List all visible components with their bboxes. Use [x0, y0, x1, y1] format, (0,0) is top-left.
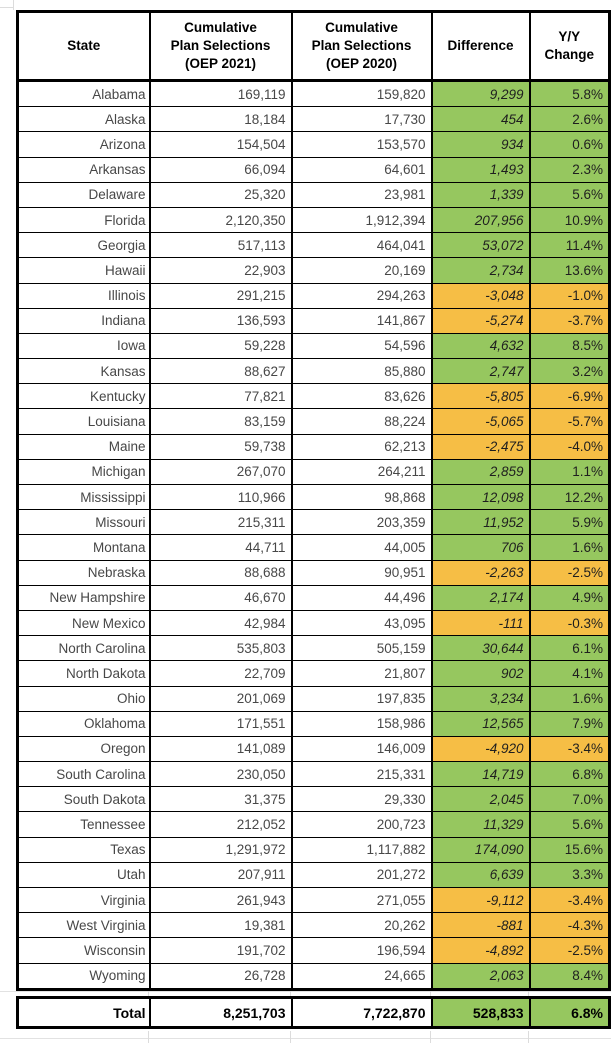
difference-cell: 2,174: [432, 585, 530, 610]
table-row: [18, 585, 610, 610]
plan-selections-2021-cell: 25,320: [150, 182, 292, 207]
total-plan-selections-2021-cell: 8,251,703: [150, 998, 292, 1028]
difference-cell: 934: [432, 132, 530, 157]
difference-cell: -881: [432, 913, 530, 938]
plan-selections-2021-cell: 110,966: [150, 485, 292, 510]
yy-change-cell: -3.4%: [530, 736, 610, 761]
yy-change-cell: 1.6%: [530, 535, 610, 560]
table-row: [18, 686, 610, 711]
plan-selections-2020-cell: 141,867: [292, 308, 432, 333]
table-row: [18, 812, 610, 837]
state-cell: South Dakota: [18, 787, 150, 812]
plan-selections-2020-cell: 20,169: [292, 258, 432, 283]
difference-cell: 2,747: [432, 359, 530, 384]
plan-selections-2021-cell: 26,728: [150, 963, 292, 989]
table-row: [18, 736, 610, 761]
plan-selections-2021-cell: 212,052: [150, 812, 292, 837]
state-cell: North Dakota: [18, 661, 150, 686]
gridline-bottom-horizontal: [0, 1038, 611, 1039]
yy-change-cell: 4.9%: [530, 585, 610, 610]
table-row: [18, 459, 610, 484]
plan-selections-2021-cell: 261,943: [150, 888, 292, 913]
table-row: [18, 661, 610, 686]
table-row: [18, 610, 610, 635]
state-cell: Texas: [18, 837, 150, 862]
state-cell: New Hampshire: [18, 585, 150, 610]
plan-selections-2020-cell: 159,820: [292, 81, 432, 107]
difference-cell: 1,493: [432, 157, 530, 182]
yy-change-cell: 4.1%: [530, 661, 610, 686]
yy-change-cell: -3.7%: [530, 308, 610, 333]
state-cell: Kentucky: [18, 384, 150, 409]
table-row: [18, 913, 610, 938]
plan-selections-2021-cell: 291,215: [150, 283, 292, 308]
plan-selections-2020-cell: 23,981: [292, 182, 432, 207]
plan-selections-2021-cell: 66,094: [150, 157, 292, 182]
header-line: Plan Selections: [311, 37, 412, 53]
difference-cell: 14,719: [432, 762, 530, 787]
plan-selections-2020-cell: 197,835: [292, 686, 432, 711]
gridline-top-vertical: [13, 0, 14, 10]
table-row: [18, 409, 610, 434]
difference-cell: -9,112: [432, 888, 530, 913]
plan-selections-2020-cell: 24,665: [292, 963, 432, 989]
table-row: [18, 762, 610, 787]
plan-selections-2021-cell: 171,551: [150, 711, 292, 736]
plan-selections-2021-cell: 2,120,350: [150, 207, 292, 232]
difference-cell: 3,234: [432, 686, 530, 711]
table-body: [18, 81, 610, 990]
state-cell: Kansas: [18, 359, 150, 384]
yy-change-cell: -3.4%: [530, 888, 610, 913]
difference-cell: 6,639: [432, 862, 530, 887]
plan-selections-2020-cell: 201,272: [292, 862, 432, 887]
yy-change-cell: -2.5%: [530, 938, 610, 963]
plan-selections-2020-cell: 505,159: [292, 636, 432, 661]
plan-selections-2021-cell: 77,821: [150, 384, 292, 409]
plan-selections-2021-cell: 18,184: [150, 107, 292, 132]
yy-change-cell: 5.9%: [530, 510, 610, 535]
yy-change-cell: 5.6%: [530, 812, 610, 837]
table-row: [18, 888, 610, 913]
yy-change-cell: 13.6%: [530, 258, 610, 283]
difference-cell: 2,734: [432, 258, 530, 283]
plan-selections-2020-cell: 43,095: [292, 610, 432, 635]
difference-cell: 12,098: [432, 485, 530, 510]
state-cell: Ohio: [18, 686, 150, 711]
gridline-bottom-vertical-3: [430, 1031, 431, 1043]
plan-selections-2020-cell: 1,117,882: [292, 837, 432, 862]
yy-change-cell: 2.6%: [530, 107, 610, 132]
plan-selections-2020-cell: 85,880: [292, 359, 432, 384]
state-cell: Wyoming: [18, 963, 150, 989]
state-cell: Oklahoma: [18, 711, 150, 736]
header-line: (OEP 2021): [184, 56, 257, 72]
difference-cell: -111: [432, 610, 530, 635]
plan-selections-2020-cell: 83,626: [292, 384, 432, 409]
yy-change-cell: 3.3%: [530, 862, 610, 887]
plan-selections-2021-cell: 207,911: [150, 862, 292, 887]
plan-selections-2021-cell: 136,593: [150, 308, 292, 333]
difference-cell: -5,065: [432, 409, 530, 434]
difference-cell: 207,956: [432, 207, 530, 232]
plan-selections-2021-cell: 59,738: [150, 434, 292, 459]
gridline-bottom-vertical-4: [528, 1031, 529, 1043]
table-row: [18, 938, 610, 963]
plan-selections-2021-cell: 1,291,972: [150, 837, 292, 862]
state-cell: Iowa: [18, 333, 150, 358]
difference-cell: 11,952: [432, 510, 530, 535]
plan-selections-2021-cell: 83,159: [150, 409, 292, 434]
gridline-bottom-vertical-2: [290, 1031, 291, 1043]
plan-selections-2021-cell: 230,050: [150, 762, 292, 787]
difference-cell: -2,475: [432, 434, 530, 459]
plan-selections-2020-cell: 64,601: [292, 157, 432, 182]
total-row: [18, 998, 610, 1028]
table-row: [18, 837, 610, 862]
header-row: [18, 12, 610, 81]
yy-change-cell: -0.3%: [530, 610, 610, 635]
difference-cell: -4,892: [432, 938, 530, 963]
state-cell: Virginia: [18, 888, 150, 913]
plan-selections-2020-cell: 200,723: [292, 812, 432, 837]
plan-selections-2021-cell: 517,113: [150, 233, 292, 258]
plan-selections-2020-cell: 215,331: [292, 762, 432, 787]
state-cell: Alabama: [18, 81, 150, 107]
state-cell: Montana: [18, 535, 150, 560]
table-row: [18, 233, 610, 258]
difference-cell: -5,805: [432, 384, 530, 409]
difference-cell: 11,329: [432, 812, 530, 837]
table-row: [18, 283, 610, 308]
yy-change-cell: 5.6%: [530, 182, 610, 207]
state-cell: Maine: [18, 434, 150, 459]
yy-change-cell: 15.6%: [530, 837, 610, 862]
plan-selections-2021-cell: 141,089: [150, 736, 292, 761]
difference-cell: 2,859: [432, 459, 530, 484]
state-cell: Nebraska: [18, 560, 150, 585]
state-cell: Delaware: [18, 182, 150, 207]
table-row: [18, 535, 610, 560]
plan-selections-2021-cell: 42,984: [150, 610, 292, 635]
table-row: [18, 359, 610, 384]
table-row: [18, 132, 610, 157]
plan-selections-2020-cell: 90,951: [292, 560, 432, 585]
state-cell: Illinois: [18, 283, 150, 308]
plan-selections-2021-cell: 19,381: [150, 913, 292, 938]
table-row: [18, 107, 610, 132]
plan-selections-2021-cell: 215,311: [150, 510, 292, 535]
header-line: Y/Y: [558, 28, 581, 44]
column-header-oep-2020: [292, 12, 432, 81]
total-yy-change-cell: 6.8%: [530, 998, 610, 1028]
yy-change-cell: -1.0%: [530, 283, 610, 308]
plan-selections-2021-cell: 59,228: [150, 333, 292, 358]
difference-cell: 706: [432, 535, 530, 560]
header-line: Change: [544, 47, 594, 62]
state-cell: New Mexico: [18, 610, 150, 635]
table-row: [18, 485, 610, 510]
state-cell: Mississippi: [18, 485, 150, 510]
column-header-state: State: [18, 12, 150, 81]
plan-selections-2021-cell: 169,119: [150, 81, 292, 107]
state-cell: Utah: [18, 862, 150, 887]
column-header-difference: Difference: [432, 12, 530, 81]
gridline-gap-horizontal: [0, 991, 611, 992]
difference-cell: 30,644: [432, 636, 530, 661]
difference-cell: 454: [432, 107, 530, 132]
table-row: [18, 182, 610, 207]
yy-change-cell: 7.0%: [530, 787, 610, 812]
difference-cell: -2,263: [432, 560, 530, 585]
difference-cell: -4,920: [432, 736, 530, 761]
table-row: [18, 560, 610, 585]
plan-selections-2020-cell: 21,807: [292, 661, 432, 686]
yy-change-cell: 11.4%: [530, 233, 610, 258]
yy-change-cell: -4.0%: [530, 434, 610, 459]
table-row: [18, 963, 610, 989]
state-cell: Oregon: [18, 736, 150, 761]
plan-selections-2020-cell: 54,596: [292, 333, 432, 358]
difference-cell: 2,045: [432, 787, 530, 812]
state-cell: Michigan: [18, 459, 150, 484]
plan-selections-2021-cell: 22,709: [150, 661, 292, 686]
state-cell: Arkansas: [18, 157, 150, 182]
yy-change-cell: 6.1%: [530, 636, 610, 661]
plan-selections-2021-cell: 201,069: [150, 686, 292, 711]
plan-selections-2020-cell: 98,868: [292, 485, 432, 510]
plan-selections-2020-cell: 17,730: [292, 107, 432, 132]
plan-selections-2020-cell: 88,224: [292, 409, 432, 434]
plan-selections-table: [16, 10, 611, 991]
yy-change-cell: -4.3%: [530, 913, 610, 938]
state-cell: North Carolina: [18, 636, 150, 661]
plan-selections-2020-cell: 146,009: [292, 736, 432, 761]
plan-selections-2021-cell: 535,803: [150, 636, 292, 661]
plan-selections-2021-cell: 31,375: [150, 787, 292, 812]
state-cell: Louisiana: [18, 409, 150, 434]
plan-selections-2020-cell: 62,213: [292, 434, 432, 459]
total-label-cell: Total: [18, 998, 150, 1028]
table-row: [18, 384, 610, 409]
yy-change-cell: -5.7%: [530, 409, 610, 434]
state-cell: South Carolina: [18, 762, 150, 787]
yy-change-cell: 8.4%: [530, 963, 610, 989]
plan-selections-2021-cell: 44,711: [150, 535, 292, 560]
table-row: [18, 333, 610, 358]
difference-cell: 1,339: [432, 182, 530, 207]
yy-change-cell: -6.9%: [530, 384, 610, 409]
yy-change-cell: 1.1%: [530, 459, 610, 484]
difference-cell: 4,632: [432, 333, 530, 358]
state-cell: Florida: [18, 207, 150, 232]
yy-change-cell: -2.5%: [530, 560, 610, 585]
yy-change-cell: 1.6%: [530, 686, 610, 711]
difference-cell: 9,299: [432, 81, 530, 107]
plan-selections-2020-cell: 264,211: [292, 459, 432, 484]
difference-cell: 12,565: [432, 711, 530, 736]
state-cell: Wisconsin: [18, 938, 150, 963]
table-row: [18, 636, 610, 661]
column-header-yy-change: [530, 12, 610, 81]
plan-selections-2020-cell: 44,005: [292, 535, 432, 560]
plan-selections-2021-cell: 154,504: [150, 132, 292, 157]
state-cell: Arizona: [18, 132, 150, 157]
difference-cell: 53,072: [432, 233, 530, 258]
table-row: [18, 157, 610, 182]
table-row: [18, 258, 610, 283]
plan-selections-2020-cell: 29,330: [292, 787, 432, 812]
table-row: [18, 862, 610, 887]
plan-selections-2021-cell: 191,702: [150, 938, 292, 963]
yy-change-cell: 10.9%: [530, 207, 610, 232]
difference-cell: 174,090: [432, 837, 530, 862]
state-cell: Hawaii: [18, 258, 150, 283]
total-plan-selections-2020-cell: 7,722,870: [292, 998, 432, 1028]
plan-selections-2020-cell: 196,594: [292, 938, 432, 963]
plan-selections-2020-cell: 153,570: [292, 132, 432, 157]
yy-change-cell: 8.5%: [530, 333, 610, 358]
plan-selections-2020-cell: 203,359: [292, 510, 432, 535]
state-cell: Alaska: [18, 107, 150, 132]
table-header: [18, 12, 610, 81]
table-row: [18, 308, 610, 333]
state-cell: Missouri: [18, 510, 150, 535]
plan-selections-2020-cell: 1,912,394: [292, 207, 432, 232]
plan-selections-2020-cell: 44,496: [292, 585, 432, 610]
table-row: [18, 434, 610, 459]
plan-selections-2020-cell: 271,055: [292, 888, 432, 913]
plan-selections-2021-cell: 88,688: [150, 560, 292, 585]
header-line: Cumulative: [184, 19, 257, 35]
header-line: Cumulative: [325, 19, 398, 35]
difference-cell: 2,063: [432, 963, 530, 989]
gridline-bottom-vertical-1: [148, 1031, 149, 1043]
yy-change-cell: 7.9%: [530, 711, 610, 736]
yy-change-cell: 6.8%: [530, 762, 610, 787]
yy-change-cell: 3.2%: [530, 359, 610, 384]
difference-cell: 902: [432, 661, 530, 686]
difference-cell: -3,048: [432, 283, 530, 308]
plan-selections-2021-cell: 46,670: [150, 585, 292, 610]
table-row: [18, 207, 610, 232]
header-line: Plan Selections: [170, 37, 271, 53]
total-table: [16, 996, 611, 1029]
plan-selections-2020-cell: 158,986: [292, 711, 432, 736]
gridline-top-horizontal: [0, 7, 14, 8]
yy-change-cell: 0.6%: [530, 132, 610, 157]
plan-selections-2021-cell: 22,903: [150, 258, 292, 283]
state-cell: Indiana: [18, 308, 150, 333]
total-difference-cell: 528,833: [432, 998, 530, 1028]
difference-cell: -5,274: [432, 308, 530, 333]
table-row: [18, 787, 610, 812]
state-cell: West Virginia: [18, 913, 150, 938]
yy-change-cell: 5.8%: [530, 81, 610, 107]
yy-change-cell: 12.2%: [530, 485, 610, 510]
plan-selections-2021-cell: 267,070: [150, 459, 292, 484]
plan-selections-2020-cell: 20,262: [292, 913, 432, 938]
table-row: [18, 711, 610, 736]
state-cell: Tennessee: [18, 812, 150, 837]
plan-selections-2020-cell: 294,263: [292, 283, 432, 308]
column-header-oep-2021: [150, 12, 292, 81]
table-row: [18, 81, 610, 107]
header-line: (OEP 2020): [325, 56, 398, 72]
state-cell: Georgia: [18, 233, 150, 258]
table-row: [18, 510, 610, 535]
yy-change-cell: 2.3%: [530, 157, 610, 182]
plan-selections-2021-cell: 88,627: [150, 359, 292, 384]
plan-selections-2020-cell: 464,041: [292, 233, 432, 258]
